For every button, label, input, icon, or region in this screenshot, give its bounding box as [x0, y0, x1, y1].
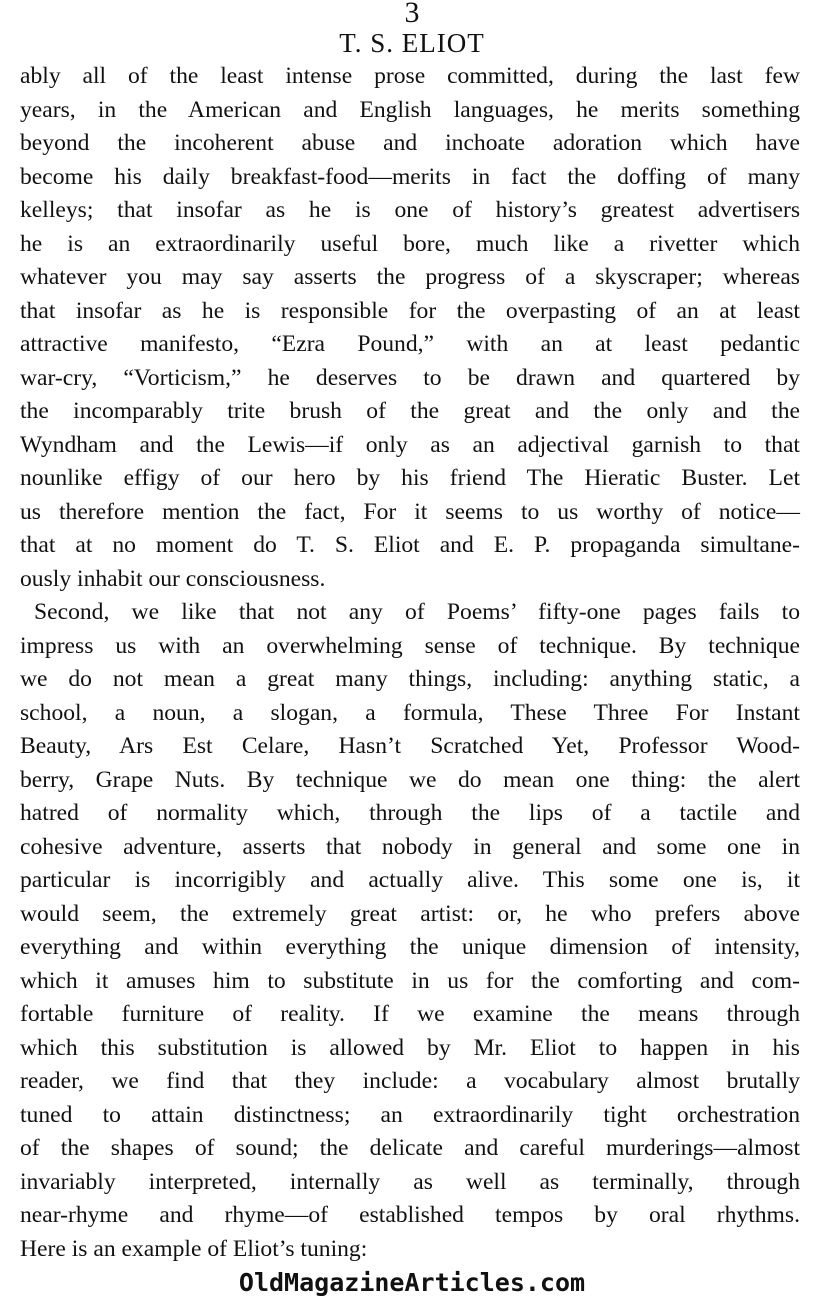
text-line: which this substitution is allowed by Mr. Eliot to happen in his — [20, 1034, 800, 1061]
text-line: that insofar as he is responsible for the overpasting of an at least — [20, 297, 800, 324]
text-line: impress us with an overwhelming sense of technique. By technique — [20, 632, 800, 659]
text-line: ously inhabit our consciousness. — [20, 565, 326, 592]
page-number: 3 — [404, 0, 420, 29]
text-line: ably all of the least intense prose committed, during the last few — [20, 63, 800, 89]
text-line: kelleys; that insofar as he is one of history’s greatest advertisers — [20, 197, 800, 223]
text-line: particular is incorrigibly and actually alive. This some one is, it — [20, 867, 800, 893]
text-line: reader, we find that they include: a vocabulary almost brutally — [20, 1068, 800, 1094]
text-line: beyond the incoherent abuse and inchoate adoration which have — [20, 130, 800, 156]
text-line: he is an extraordinarily useful bore, much like a rivetter which — [20, 230, 800, 257]
text-line: war-cry, “Vorticism,” he deserves to be drawn and quartered by — [20, 364, 800, 391]
text-line: which it amuses him to substitute in us for the comforting and com- — [20, 967, 800, 994]
text-line: invariably interpreted, internally as well as terminally, through — [20, 1168, 800, 1195]
text-line: we do not mean a great many things, including: anything static, a — [20, 666, 800, 692]
text-line: school, a noun, a slogan, a formula, These Three For Instant — [20, 699, 800, 726]
text-line: that at no moment do T. S. Eliot and E. P. propaganda simultane- — [20, 532, 800, 558]
text-line: nounlike effigy of our hero by his friend The Hieratic Buster. Let — [20, 465, 800, 491]
text-line: Beauty, Ars Est Celare, Hasn’t Scratched Yet, Professor Wood- — [20, 733, 800, 759]
text-line: Here is an example of Eliot’s tuning: — [20, 1235, 368, 1262]
article-title: T. S. ELIOT — [339, 28, 485, 58]
text-line: us therefore mention the fact, For it seems to us worthy of notice— — [20, 498, 800, 525]
text-line: near-rhyme and rhyme—of established tempos by oral rhythms. — [20, 1202, 800, 1228]
text-line: hatred of normality which, through the lips of a tactile and — [20, 800, 800, 826]
text-line: of the shapes of sound; the delicate and careful murderings—almost — [20, 1135, 800, 1161]
text-line: attractive manifesto, “Ezra Pound,” with an at least pedantic — [20, 331, 800, 357]
text-line: everything and within everything the unique dimension of intensity, — [20, 934, 800, 960]
article-body — [20, 60, 800, 1266]
site-watermark: OldMagazineArticles.com — [238, 1268, 586, 1297]
text-line: tuned to attain distinctness; an extraordinarily tight orchestration — [20, 1101, 800, 1128]
text-line: fortable furniture of reality. If we examine the means through — [20, 1001, 800, 1027]
text-line: cohesive adventure, asserts that nobody in general and some one in — [20, 833, 800, 860]
text-line: Second, we like that not any of Poems’ fifty-one pages fails to — [34, 599, 800, 625]
text-line: years, in the American and English languages, he merits something — [20, 96, 800, 123]
text-line: whatever you may say asserts the progress of a skyscraper; whereas — [20, 264, 800, 290]
text-line: Wyndham and the Lewis—if only as an adjectival garnish to that — [20, 431, 800, 458]
text-line: would seem, the extremely great artist: or, he who prefers above — [20, 900, 800, 927]
text-line: become his daily breakfast-food—merits in fact the doffing of many — [20, 163, 800, 190]
text-line: berry, Grape Nuts. By technique we do mean one thing: the alert — [20, 766, 800, 793]
text-line: the incomparably trite brush of the great and the only and the — [20, 398, 800, 424]
